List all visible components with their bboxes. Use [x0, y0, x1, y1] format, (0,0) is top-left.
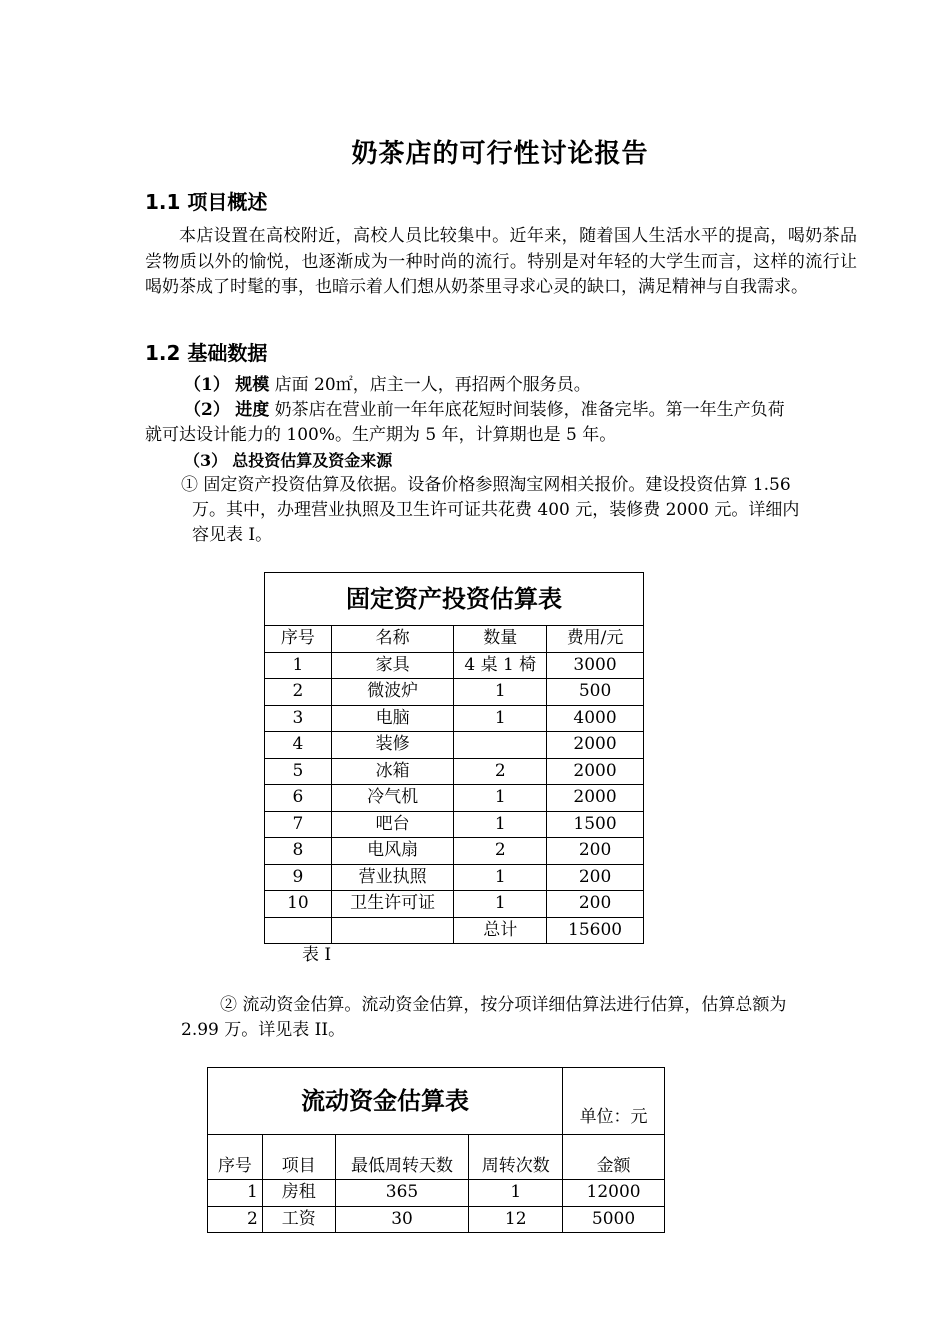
table-header-row: [208, 1135, 665, 1180]
table-cell: 营业执照: [331, 864, 454, 891]
table-cell: 200: [547, 891, 644, 918]
table-row: [265, 785, 644, 812]
working-capital-line-2: 2.99 万。详见表 II。: [181, 1020, 346, 1040]
table-cell: 家具: [331, 652, 454, 679]
table-cell: 12000: [563, 1180, 665, 1207]
table-header: 周转次数: [469, 1135, 563, 1180]
table-cell: 1: [454, 679, 547, 706]
fixed-asset-line-2: 万。其中，办理营业执照及卫生许可证共花费 400 元，装修费 2000 元。详细内: [192, 500, 800, 520]
table-cell: [331, 917, 454, 944]
table-label: 表 I: [302, 945, 332, 965]
table-cell: 2: [208, 1206, 263, 1233]
total-value: 15600: [547, 917, 644, 944]
item-number: （1）: [184, 375, 230, 395]
table-cell: 1: [454, 891, 547, 918]
fixed-asset-line-1: ① 固定资产投资估算及依据。设备价格参照淘宝网相关报价。建设投资估算 1.56: [181, 475, 791, 495]
table-unit: 单位：元: [563, 1068, 665, 1135]
table-cell: 30: [335, 1206, 469, 1233]
table-row: [265, 811, 644, 838]
item-number: （2）: [184, 400, 230, 420]
table-cell: 冰箱: [331, 758, 454, 785]
table-cell: 2: [265, 679, 332, 706]
table-cell: 电脑: [331, 705, 454, 732]
table-header: 序号: [265, 626, 332, 653]
table-cell: 电风扇: [331, 838, 454, 865]
table-row: [265, 679, 644, 706]
table-cell: 5000: [563, 1206, 665, 1233]
table-cell: 1500: [547, 811, 644, 838]
table-row: [265, 758, 644, 785]
table-cell: 2000: [547, 758, 644, 785]
item-number: （3）: [184, 451, 228, 470]
fixed-asset-table: [264, 572, 644, 944]
table-cell: 吧台: [331, 811, 454, 838]
table-cell: 3000: [547, 652, 644, 679]
item-label: 总投资估算及资金来源: [232, 451, 393, 470]
item-text: 店面 20㎡，店主一人，再招两个服务员。: [274, 375, 591, 395]
table-caption: 固定资产投资估算表: [265, 573, 644, 626]
table-cell: 10: [265, 891, 332, 918]
item-text: 奶茶店在营业前一年年底花短时间装修，准备完毕。第一年生产负荷: [274, 400, 785, 420]
document-title: 奶茶店的可行性讨论报告: [351, 139, 649, 169]
table-cell: 9: [265, 864, 332, 891]
table-cell: 4000: [547, 705, 644, 732]
item-progress: [184, 398, 785, 423]
table-cell: 8: [265, 838, 332, 865]
table-cell: 2: [454, 838, 547, 865]
table-cell: 2: [454, 758, 547, 785]
table-row: [265, 838, 644, 865]
item-progress-continued: 就可达设计能力的 100%。生产期为 5 年，计算期也是 5 年。: [145, 425, 617, 445]
table-cell: [454, 732, 547, 759]
table-cell: 1: [454, 864, 547, 891]
table-cell: 装修: [331, 732, 454, 759]
table-cell: [265, 917, 332, 944]
table-header: 序号: [208, 1135, 263, 1180]
item-label: 进度: [235, 400, 270, 420]
total-label: 总计: [454, 917, 547, 944]
table-cell: 1: [454, 785, 547, 812]
table-row: [265, 732, 644, 759]
table-cell: 3: [265, 705, 332, 732]
working-capital-table: [207, 1067, 665, 1233]
table-header: 名称: [331, 626, 454, 653]
table-row: [208, 1206, 665, 1233]
table-cell: 200: [547, 838, 644, 865]
table-row: [265, 705, 644, 732]
table-cell: 工资: [262, 1206, 335, 1233]
table-header: 金额: [563, 1135, 665, 1180]
table-cell: 7: [265, 811, 332, 838]
table-caption: 流动资金估算表: [208, 1068, 563, 1135]
table-cell: 1: [265, 652, 332, 679]
table-header: 项目: [262, 1135, 335, 1180]
table-cell: 500: [547, 679, 644, 706]
section-heading-overview: 1.1 项目概述: [145, 190, 268, 214]
table-cell: 4 桌 1 椅: [454, 652, 547, 679]
item-label: 规模: [235, 375, 270, 395]
table-cell: 1: [469, 1180, 563, 1207]
table-cell: 200: [547, 864, 644, 891]
table-row: [265, 864, 644, 891]
section-heading-basic-data: 1.2 基础数据: [145, 341, 268, 365]
table-cell: 5: [265, 758, 332, 785]
item-investment: [184, 448, 392, 473]
table-cell: 微波炉: [331, 679, 454, 706]
table-row: [208, 1180, 665, 1207]
working-capital-line-1: ② 流动资金估算。流动资金估算，按分项详细估算法进行估算，估算总额为: [220, 995, 787, 1015]
table-cell: 2000: [547, 785, 644, 812]
table-header: 数量: [454, 626, 547, 653]
item-scale: [184, 373, 591, 398]
table-cell: 365: [335, 1180, 469, 1207]
table-row: [265, 891, 644, 918]
table-cell: 卫生许可证: [331, 891, 454, 918]
table-header: 最低周转天数: [335, 1135, 469, 1180]
table-cell: 1: [454, 811, 547, 838]
fixed-asset-line-3: 容见表 I。: [192, 525, 273, 545]
table-cell: 1: [454, 705, 547, 732]
table-cell: 1: [208, 1180, 263, 1207]
table-cell: 房租: [262, 1180, 335, 1207]
table-cell: 12: [469, 1206, 563, 1233]
table-header-row: [265, 626, 644, 653]
overview-paragraph: 本店设置在高校附近，高校人员比较集中。近年来，随着国人生活水平的提高，喝奶茶品尝物质以外的愉悦，也逐渐成为一种时尚的流行。特别是对年轻的大学生而言，这样的流行让喝奶茶成了时髦的事，也暗示着人们想从奶茶里寻求心灵的缺口，满足精神与自我需求。: [145, 226, 857, 297]
table-cell: 2000: [547, 732, 644, 759]
table-row: [265, 652, 644, 679]
table-cell: 冷气机: [331, 785, 454, 812]
table-cell: 4: [265, 732, 332, 759]
table-header: 费用/元: [547, 626, 644, 653]
table-total-row: [265, 917, 644, 944]
table-cell: 6: [265, 785, 332, 812]
